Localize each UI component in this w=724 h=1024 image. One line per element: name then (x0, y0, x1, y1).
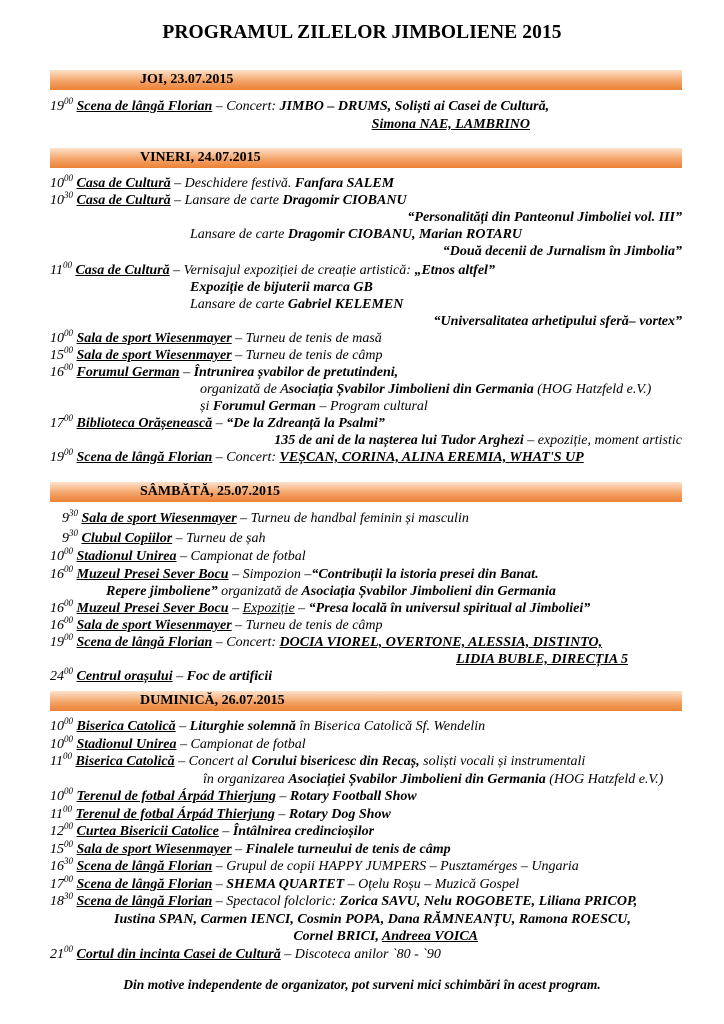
event-venue: Biserica Catolică (76, 719, 176, 734)
event-highlight: “Contribuții la istoria presei din Banat. (311, 567, 539, 582)
program-line (434, 313, 683, 331)
program-line (50, 823, 374, 841)
event-text: – (218, 824, 233, 839)
program-line (50, 449, 584, 467)
event-text: – (172, 669, 187, 684)
event-venue: Stadionul Unirea (76, 549, 177, 564)
event-text: – Turneu de tenis de câmp (231, 618, 383, 633)
event-time-minutes: 00 (64, 716, 73, 726)
program-line (50, 946, 441, 964)
event-time-minutes: 00 (64, 615, 73, 625)
event-time-minutes: 00 (64, 821, 73, 831)
event-time: 24 (50, 669, 64, 684)
program-line (62, 530, 266, 548)
day-label: VINERI, 24.07.2015 (140, 150, 261, 165)
event-text: – (274, 807, 289, 822)
event-highlight: Asociației Șvabilor Jimbolieni din Germania (288, 772, 546, 787)
event-text: – Simpozion – (228, 567, 312, 582)
event-venue: Biblioteca Orășenească (76, 416, 213, 431)
event-highlight: Foc de artificii (186, 669, 273, 684)
program-line (200, 381, 651, 399)
event-text: – Concert al (174, 754, 252, 769)
program-line (443, 243, 682, 261)
event-text: – Concert: (212, 99, 280, 114)
event-text: – Oțelu Roșu – Muzică Gospel (344, 877, 520, 892)
event-venue: Scena de lângă Florian (76, 894, 213, 909)
event-time: 19 (50, 635, 64, 650)
event-time: 21 (50, 947, 64, 962)
event-highlight: Fanfara SALEM (294, 176, 395, 191)
program-line (50, 330, 382, 348)
event-text: – (228, 601, 243, 616)
program-line (50, 806, 391, 824)
event-time-minutes: 30 (69, 528, 78, 538)
event-text: – (212, 416, 227, 431)
event-time: 16 (50, 567, 64, 582)
event-venue: Forumul German (76, 365, 180, 380)
event-time-minutes: 00 (64, 564, 73, 574)
day-label: DUMINICĂ, 26.07.2015 (140, 693, 285, 708)
event-text: – (212, 877, 227, 892)
event-time: 9 (62, 511, 69, 526)
event-text: organizată de (217, 584, 302, 599)
event-text: – Turneu de șah (172, 531, 266, 546)
event-time-minutes: 00 (64, 413, 73, 423)
day-header (50, 691, 682, 711)
event-time-minutes: 30 (69, 508, 78, 518)
event-text: – Lansare de carte (170, 193, 283, 208)
event-venue: Casa de Cultură (76, 176, 171, 191)
event-time-minutes: 00 (64, 328, 73, 338)
event-time: 11 (50, 754, 63, 769)
program-line (190, 226, 522, 244)
event-text: – (175, 719, 190, 734)
program-line (50, 415, 385, 433)
program-line (50, 788, 417, 806)
event-time-minutes: 00 (64, 944, 73, 954)
event-text: – (179, 365, 194, 380)
event-time: 19 (50, 450, 64, 465)
day-header (50, 482, 682, 502)
event-highlight: 135 de ani de la nașterea lui Tudor Arghezi (274, 433, 524, 448)
event-text: – (231, 842, 246, 857)
event-time: 18 (50, 894, 64, 909)
program-line (50, 175, 394, 193)
event-time: 10 (50, 331, 64, 346)
day-label: SÂMBĂTĂ, 25.07.2015 (140, 484, 281, 499)
event-highlight: Expoziție de bijuterii marca GB (190, 280, 373, 295)
program-line (50, 347, 383, 365)
program-line (372, 116, 530, 134)
event-time-minutes: 00 (64, 598, 73, 608)
program-line (293, 928, 478, 946)
event-text: – Deschidere festivă. (170, 176, 295, 191)
event-time-minutes: 00 (64, 839, 73, 849)
event-highlight: Rotary Dog Show (288, 807, 391, 822)
event-time: 11 (50, 807, 63, 822)
event-highlight: JIMBO – DRUMS, Soliști ai Casei de Cultură, (279, 99, 550, 114)
event-highlight: Gabriel KELEMEN (287, 297, 404, 312)
event-highlight: sociația Șvabilor Jimbolieni din Germania (288, 382, 534, 397)
event-highlight: “Personalități din Panteonul Jimboliei vol. III” (407, 210, 682, 225)
event-venue: Stadionul Unirea (76, 737, 177, 752)
day-header (50, 148, 682, 168)
event-performers: VEȘCAN, CORINA, ALINA EREMIA, WHAT'S UP (279, 450, 584, 465)
event-text: în Biserica Catolică Sf. Wendelin (295, 719, 486, 734)
event-text: – Campionat de fotbal (176, 549, 306, 564)
event-time: 10 (50, 719, 64, 734)
program-line (50, 668, 272, 686)
page-title: PROGRAMUL ZILELOR JIMBOLIENE 2015 (162, 22, 562, 43)
event-text: – Spectacol folcloric: (212, 894, 340, 909)
event-text: – Campionat de fotbal (176, 737, 306, 752)
event-text: – Turneu de tenis de câmp (231, 348, 383, 363)
event-time-minutes: 00 (64, 666, 73, 676)
event-time: 10 (50, 193, 64, 208)
program-line (50, 364, 398, 382)
event-time: 10 (50, 789, 64, 804)
event-text: – Concert: (212, 450, 280, 465)
program-line (50, 548, 306, 566)
event-venue: Sala de sport Wiesenmayer (76, 618, 232, 633)
event-venue: Sala de sport Wiesenmayer (81, 511, 237, 526)
event-venue: Muzeul Presei Sever Bocu (76, 567, 229, 582)
event-text: – Vernisajul expoziției de creație artistică: (169, 263, 415, 278)
event-text: și (200, 399, 213, 414)
program-line (114, 911, 631, 929)
event-highlight: Întrunirea șvabilor de pretutindeni, (193, 365, 399, 380)
event-venue: Sala de sport Wiesenmayer (76, 348, 232, 363)
event-text: – Turneu de handbal feminin și masculin (236, 511, 469, 526)
event-venue: Clubul Copiilor (81, 531, 173, 546)
program-line (50, 858, 579, 876)
event-time: 15 (50, 842, 64, 857)
program-line (274, 432, 682, 450)
event-venue: Casa de Cultură (76, 193, 171, 208)
footer-note: Din motive independente de organizator, pot surveni mici schimbări în acest program. (123, 977, 601, 992)
event-highlight: Iustina SPAN, Carmen IENCI, Cosmin POPA, Dana RĂMNEANȚU, Ramona ROESCU, (114, 912, 631, 927)
event-text: – (294, 601, 309, 616)
event-venue: Terenul de fotbal Árpád Thierjung (76, 789, 276, 804)
program-line (50, 718, 485, 736)
event-time-minutes: 00 (64, 734, 73, 744)
event-performers: DOCIA VIOREL, OVERTONE, ALESSIA, DISTINTO, (279, 635, 603, 650)
event-text: (HOG Hatzfeld e.V.) (533, 382, 652, 397)
program-line (50, 98, 549, 116)
program-line (106, 583, 556, 601)
event-text: – Concert: (212, 635, 280, 650)
event-time-minutes: 30 (64, 190, 73, 200)
event-text: Expoziție (242, 601, 295, 616)
event-highlight: Corului bisericesc din Recaș, (251, 754, 420, 769)
event-time-minutes: 00 (64, 362, 73, 372)
event-highlight: Dragomir CIOBANU, Marian ROTARU (287, 227, 523, 242)
event-performers: Simona NAE, LAMBRINO (371, 117, 530, 132)
event-venue: Curtea Bisericii Catolice (76, 824, 219, 839)
event-time: 16 (50, 365, 64, 380)
event-text: soliști vocali și instrumentali (419, 754, 586, 769)
event-time-minutes: 00 (64, 345, 73, 355)
event-time: 12 (50, 824, 64, 839)
event-highlight: Întâlnirea credincioșilor (232, 824, 375, 839)
event-time: 16 (50, 618, 64, 633)
event-venue: Biserica Catolică (75, 754, 175, 769)
day-label: JOI, 23.07.2015 (140, 72, 234, 87)
event-time: 16 (50, 601, 64, 616)
event-venue: Muzeul Presei Sever Bocu (76, 601, 229, 616)
event-time: 10 (50, 176, 64, 191)
event-time: 10 (50, 737, 64, 752)
event-text: organizată de A (200, 382, 289, 397)
event-venue: Scena de lângă Florian (76, 859, 213, 874)
event-time: 17 (50, 416, 64, 431)
event-text: Lansare de carte (190, 227, 288, 242)
event-highlight: „Etnos altfel” (414, 263, 495, 278)
event-highlight: “De la Zdreanță la Psalmi” (226, 416, 385, 431)
program-line (456, 651, 628, 669)
event-time-minutes: 00 (64, 874, 73, 884)
event-highlight: “Universalitatea arhetipului sferă– vortex” (433, 314, 682, 329)
event-time: 19 (50, 99, 64, 114)
event-time-minutes: 00 (64, 632, 73, 642)
event-highlight: SHEMA QUARTET (226, 877, 345, 892)
program-line (50, 600, 590, 618)
program-line (203, 771, 663, 789)
event-time: 9 (62, 531, 69, 546)
event-venue: Sala de sport Wiesenmayer (76, 331, 232, 346)
event-time: 11 (50, 263, 63, 278)
program-line (50, 876, 519, 894)
event-venue: Scena de lângă Florian (76, 99, 213, 114)
program-line (50, 617, 383, 635)
program-line (407, 209, 682, 227)
program-line (190, 296, 403, 314)
event-highlight: Dragomir CIOBANU (282, 193, 407, 208)
program-line (50, 262, 495, 280)
event-time: 10 (50, 549, 64, 564)
event-venue: Scena de lângă Florian (76, 877, 213, 892)
event-time: 16 (50, 859, 64, 874)
event-highlight: Liturghie solemnă (189, 719, 296, 734)
event-highlight: Asociația Șvabilor Jimbolieni din Germania (301, 584, 556, 599)
program-line (50, 893, 637, 911)
event-text: în organizarea (203, 772, 289, 787)
event-highlight: “Două decenii de Jurnalism în Jimbolia” (442, 244, 682, 259)
event-text: – Program cultural (315, 399, 428, 414)
event-time: 15 (50, 348, 64, 363)
program-line (50, 192, 407, 210)
event-highlight: Forumul German (212, 399, 316, 414)
event-highlight: Cornel BRICI, (293, 929, 382, 944)
event-time-minutes: 00 (64, 447, 73, 457)
program-line (62, 510, 469, 528)
event-venue: Terenul de fotbal Árpád Thierjung (75, 807, 275, 822)
event-venue: Cortul din incinta Casei de Cultură (76, 947, 281, 962)
event-performers: LIDIA BUBLE, DIRECȚIA 5 (456, 652, 628, 667)
event-highlight: Repere jimboliene” (106, 584, 218, 599)
event-time-minutes: 00 (64, 96, 73, 106)
event-text: (HOG Hatzfeld e.V.) (545, 772, 664, 787)
event-text: – Turneu de tenis de masă (231, 331, 382, 346)
event-text: Lansare de carte (190, 297, 288, 312)
event-text: – Discoteca anilor `80 - `90 (280, 947, 441, 962)
event-time: 17 (50, 877, 64, 892)
program-line (200, 398, 428, 416)
event-venue: Scena de lângă Florian (76, 450, 213, 465)
event-highlight: “Presa locală în universul spiritual al Jimboliei” (308, 601, 591, 616)
event-venue: Scena de lângă Florian (76, 635, 213, 650)
event-text: – (275, 789, 290, 804)
event-highlight: Finalele turneului de tenis de câmp (245, 842, 451, 857)
event-time-minutes: 00 (64, 546, 73, 556)
event-venue: Centrul orașului (76, 669, 173, 684)
event-highlight: Zorica SAVU, Nelu ROGOBETE, Liliana PRICOP, (339, 894, 638, 909)
event-time-minutes: 00 (62, 804, 72, 814)
event-text: – expoziție, moment artistic (523, 433, 682, 448)
program-line (50, 736, 306, 754)
day-header (50, 70, 682, 90)
event-time-minutes: 30 (64, 891, 73, 901)
program-line (50, 566, 539, 584)
program-line (190, 279, 373, 297)
event-performers: Andreea VOICA (381, 929, 478, 944)
program-line (50, 634, 602, 652)
event-time-minutes: 00 (62, 751, 72, 761)
event-text: – Grupul de copii HAPPY JUMPERS – Pusztamérges – Ungaria (212, 859, 579, 874)
event-time-minutes: 00 (62, 260, 72, 270)
event-venue: Sala de sport Wiesenmayer (76, 842, 232, 857)
event-highlight: Rotary Football Show (289, 789, 417, 804)
event-time-minutes: 00 (64, 173, 73, 183)
program-line (50, 841, 451, 859)
event-time-minutes: 00 (64, 786, 73, 796)
event-venue: Casa de Cultură (75, 263, 170, 278)
program-line (50, 753, 585, 771)
event-time-minutes: 30 (64, 856, 73, 866)
